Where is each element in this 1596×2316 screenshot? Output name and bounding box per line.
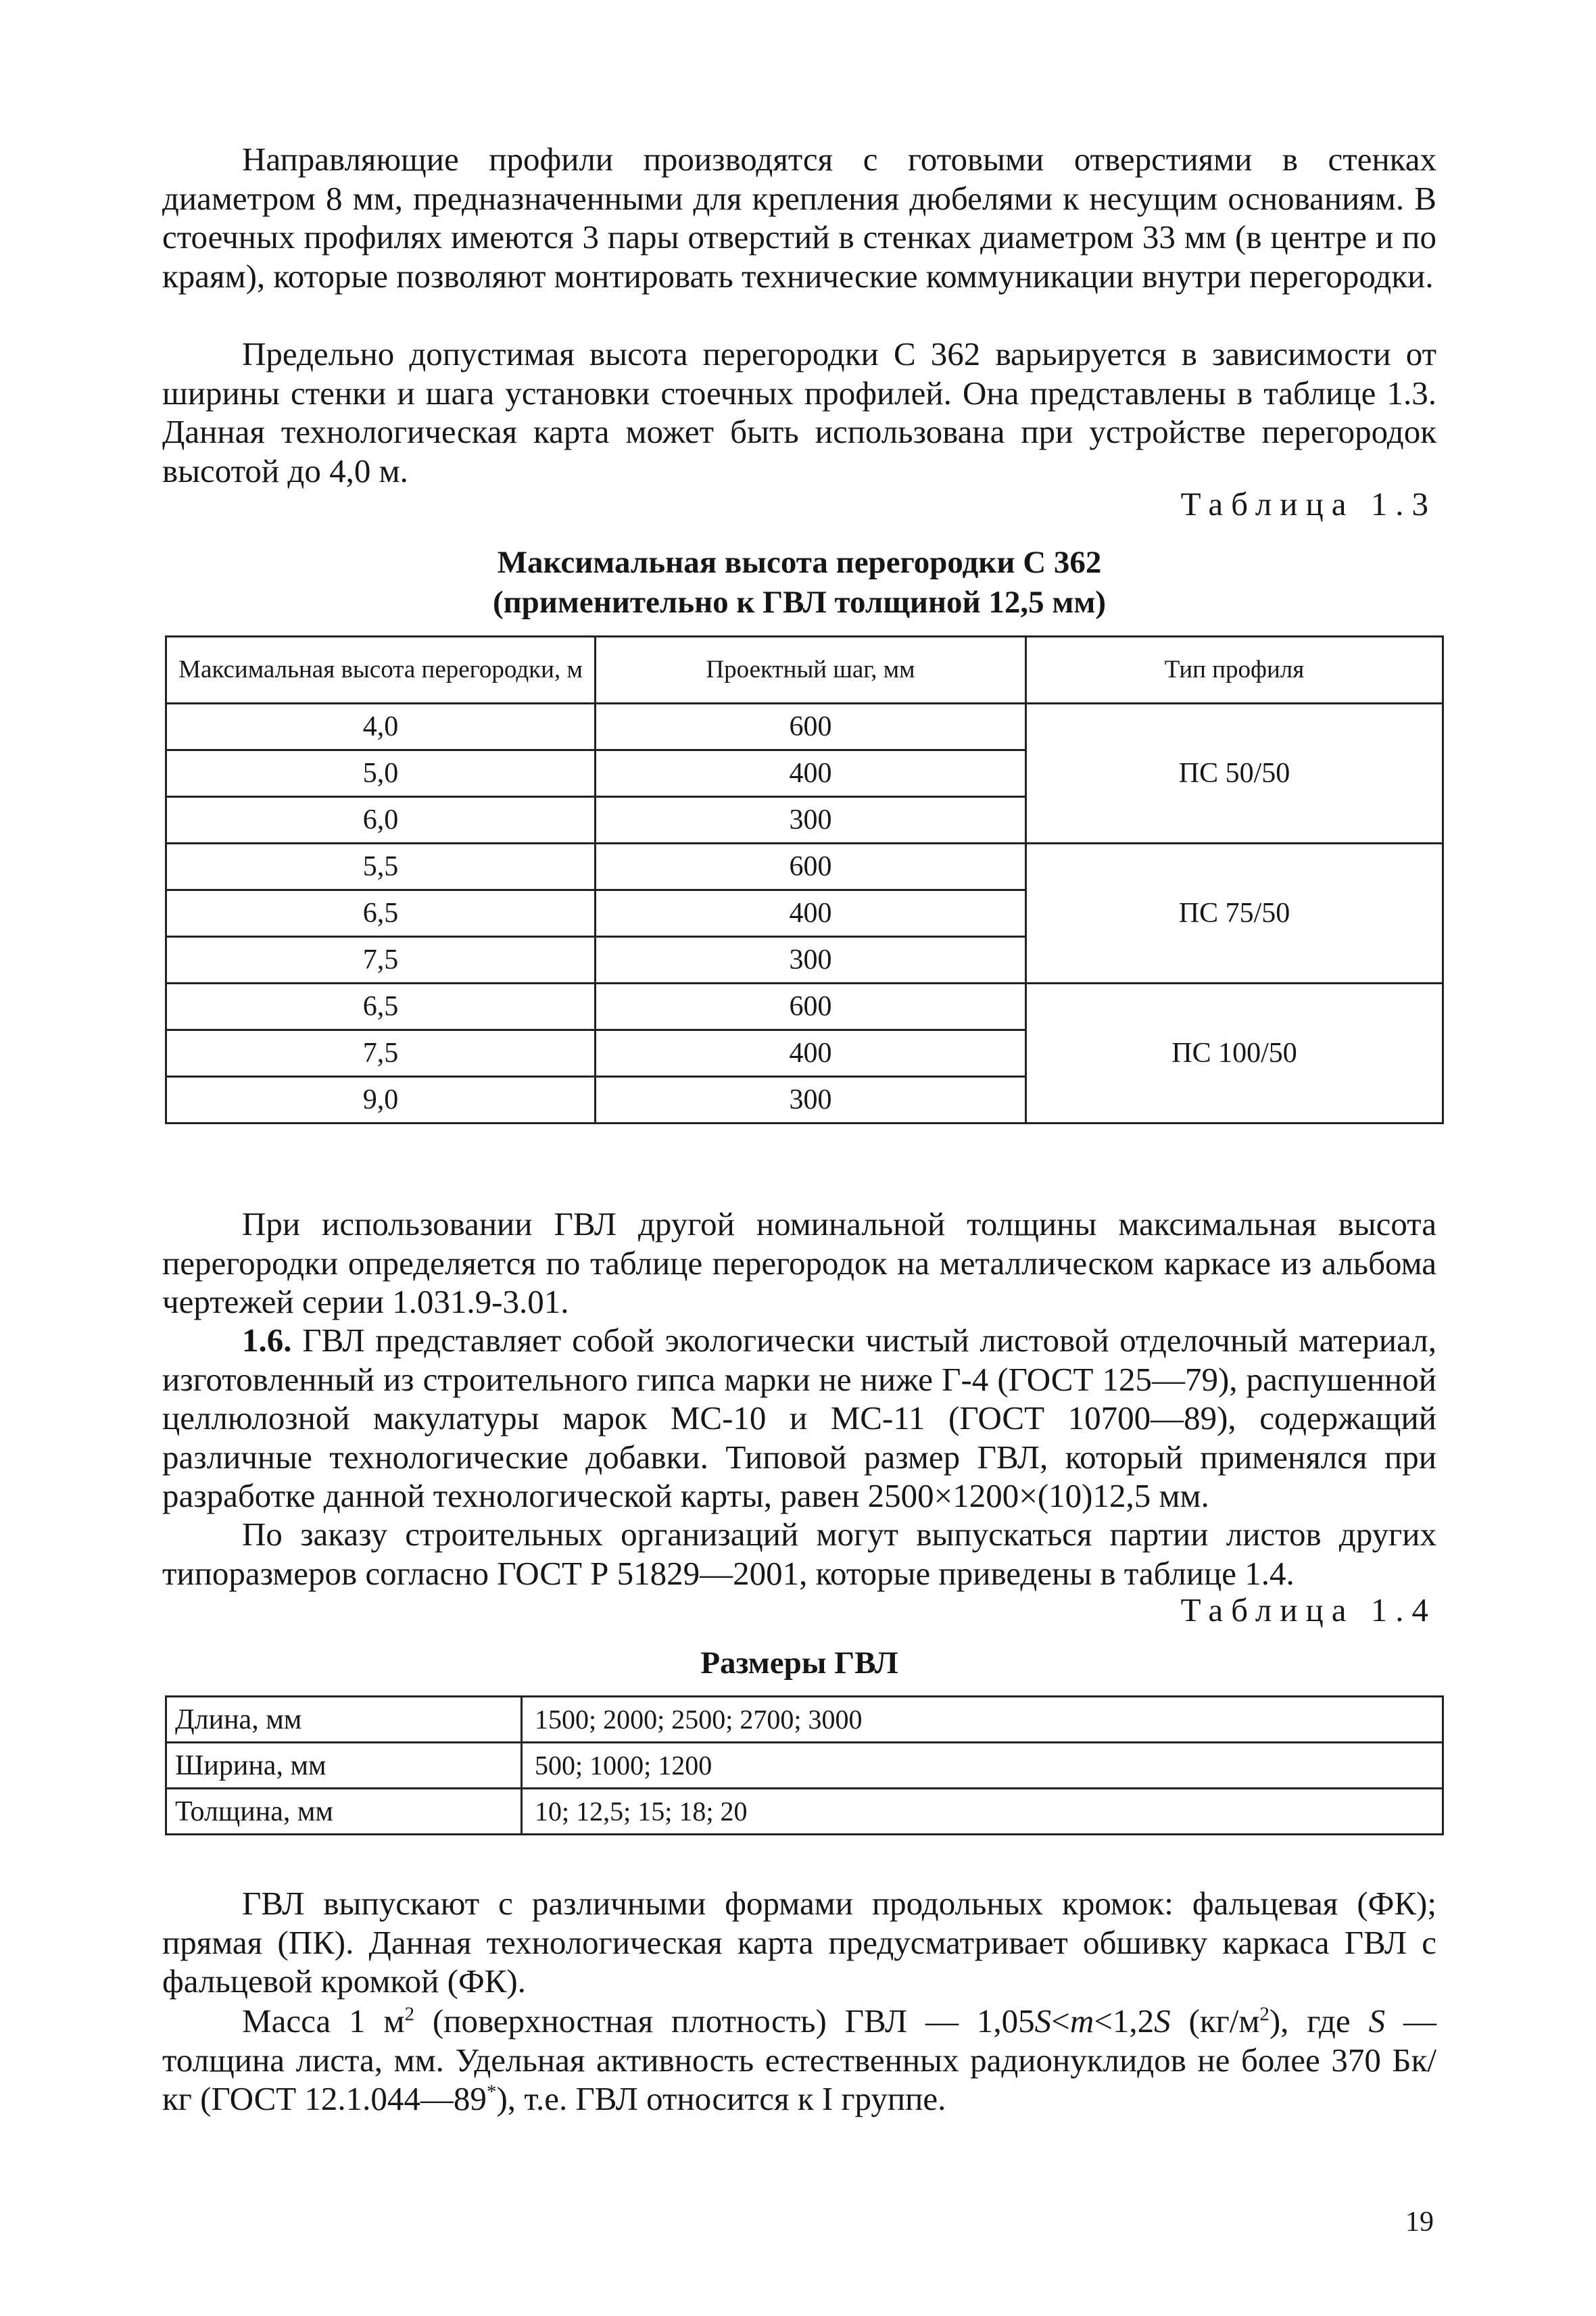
cell-step: 400 [596, 890, 1026, 937]
table-row [166, 1743, 1443, 1789]
mass-text: ), где [1269, 2002, 1369, 2040]
superscript: * [486, 2081, 497, 2103]
cell-dimension-values: 500; 1000; 1200 [522, 1743, 1443, 1789]
cell-step: 600 [596, 704, 1026, 750]
table-1-4 [165, 1695, 1444, 1835]
mass-text: (кг/м [1170, 2002, 1260, 2040]
cell-height: 7,5 [166, 1030, 596, 1077]
cell-height: 6,5 [166, 890, 596, 937]
symbol-s: S [1368, 2002, 1386, 2040]
mass-text: <1,2 [1094, 2002, 1155, 2040]
cell-step: 300 [596, 1077, 1026, 1124]
paragraph-custom-sizes: По заказу строительных организаций могут выпускаться партии листов других типоразмеров согласно ГОСТ Р 51829—2001, которые приведены в таблице 1.4. [162, 1516, 1436, 1592]
cell-step: 600 [596, 984, 1026, 1030]
cell-height: 6,0 [166, 797, 596, 844]
paragraph-max-height: Предельно допустимая высота перегородки С 362 варьируется в зависимости от ширины стенки и шага установки стоечных профилей. Она представлены в таблице 1.3. Данная технологическая карта может быть использована при устройстве перегородок высотой до 4,0 м. [162, 335, 1436, 489]
cell-height: 9,0 [166, 1077, 596, 1124]
mass-text: Масса 1 м [242, 2002, 405, 2040]
section-number: 1.6. [242, 1322, 292, 1359]
header-step: Проектный шаг, мм [596, 637, 1026, 704]
cell-height: 7,5 [166, 937, 596, 984]
cell-profile: ПС 75/50 [1026, 844, 1443, 984]
paragraph-mass [162, 2002, 1436, 2119]
table-1-4-title: Размеры ГВЛ [700, 1645, 898, 1681]
symbol-m: m [1069, 2002, 1094, 2040]
table-1-4-caption: Таблица 1.4 [1180, 1591, 1436, 1629]
table-row [166, 1697, 1443, 1743]
superscript: 2 [1259, 2003, 1269, 2025]
cell-dimension-values: 1500; 2000; 2500; 2700; 3000 [522, 1697, 1443, 1743]
table-1-3-title-line1: Максимальная высота перегородки С 362 [497, 545, 1102, 580]
superscript: 2 [404, 2003, 414, 2025]
cell-step: 400 [596, 1030, 1026, 1077]
cell-profile: ПС 50/50 [1026, 704, 1443, 844]
symbol-s: S [1154, 2002, 1171, 2040]
cell-step: 400 [596, 750, 1026, 797]
table-row [166, 844, 1443, 890]
cell-dimension-name: Длина, мм [166, 1697, 522, 1743]
cell-step: 300 [596, 797, 1026, 844]
table-header-row [166, 637, 1443, 704]
mass-text: (поверхностная плотность) ГВЛ — 1,05 [414, 2002, 1035, 2040]
page-number: 19 [1405, 2206, 1434, 2238]
table-1-3-title-line2: (применительно к ГВЛ толщиной 12,5 мм) [492, 585, 1107, 620]
table-1-3 [165, 635, 1444, 1124]
cell-profile: ПС 100/50 [1026, 984, 1443, 1124]
table-row [166, 1789, 1443, 1835]
cell-step: 300 [596, 937, 1026, 984]
paragraph-edges: ГВЛ выпускают с различными формами продольных кромок: фальцевая (ФК); прямая (ПК). Данная технологическая карта предусматривает обшивку каркаса ГВЛ с фальцевой кромкой (ФК). [162, 1885, 1436, 2000]
cell-height: 6,5 [166, 984, 596, 1030]
cell-dimension-values: 10; 12,5; 15; 18; 20 [522, 1789, 1443, 1835]
cell-height: 5,0 [166, 750, 596, 797]
cell-dimension-name: Толщина, мм [166, 1789, 522, 1835]
table-row [166, 984, 1443, 1030]
header-max-height: Максимальная высота перегородки, м [166, 637, 596, 704]
table-row [166, 704, 1443, 750]
cell-dimension-name: Ширина, мм [166, 1743, 522, 1789]
cell-step: 600 [596, 844, 1026, 890]
mass-text: — толщина листа, мм. Удельная активность естественных радионуклидов не более 370 Бк/кг (ГОСТ 12.1.044—89 [162, 2002, 1437, 2117]
paragraph-1-6 [162, 1321, 1436, 1516]
table-1-3-caption: Таблица 1.3 [1180, 485, 1436, 523]
mass-text: < [1051, 2002, 1070, 2040]
paragraph-1-6-text: ГВЛ представляет собой экологически чистый листовой отделочный материал, изготовленный из строительного гипса марки не ниже Г-4 (ГОСТ 125—79), распушенной целлюлозной макулатуры марок МС-10 и МС-11 (ГОСТ 10700—89), содержащий различные технологические добавки. Типовой размер ГВЛ, который применялся при разработке данной технологической карты, равен 2500×1200×(10)12,5 мм. [162, 1322, 1436, 1514]
paragraph-guide-profiles: Направляющие профили производятся с готовыми отверстиями в стенках диаметром 8 мм, предназначенными для крепления дюбелями к несущим основаниям. В стоечных профилях имеются 3 пары отверстий в стенках диаметром 33 мм (в центре и по краям), которые позволяют монтировать технические коммуникации внутри перегородки. [162, 141, 1436, 295]
symbol-s: S [1034, 2002, 1052, 2040]
header-profile-type: Тип профиля [1026, 637, 1443, 704]
mass-text: ), т.е. ГВЛ относится к I группе. [496, 2080, 946, 2117]
cell-height: 5,5 [166, 844, 596, 890]
paragraph-other-thickness: При использовании ГВЛ другой номинальной толщины максимальная высота перегородки определяется по таблице перегородок на металлическом каркасе из альбома чертежей серии 1.031.9-3.01. [162, 1205, 1436, 1320]
cell-height: 4,0 [166, 704, 596, 750]
